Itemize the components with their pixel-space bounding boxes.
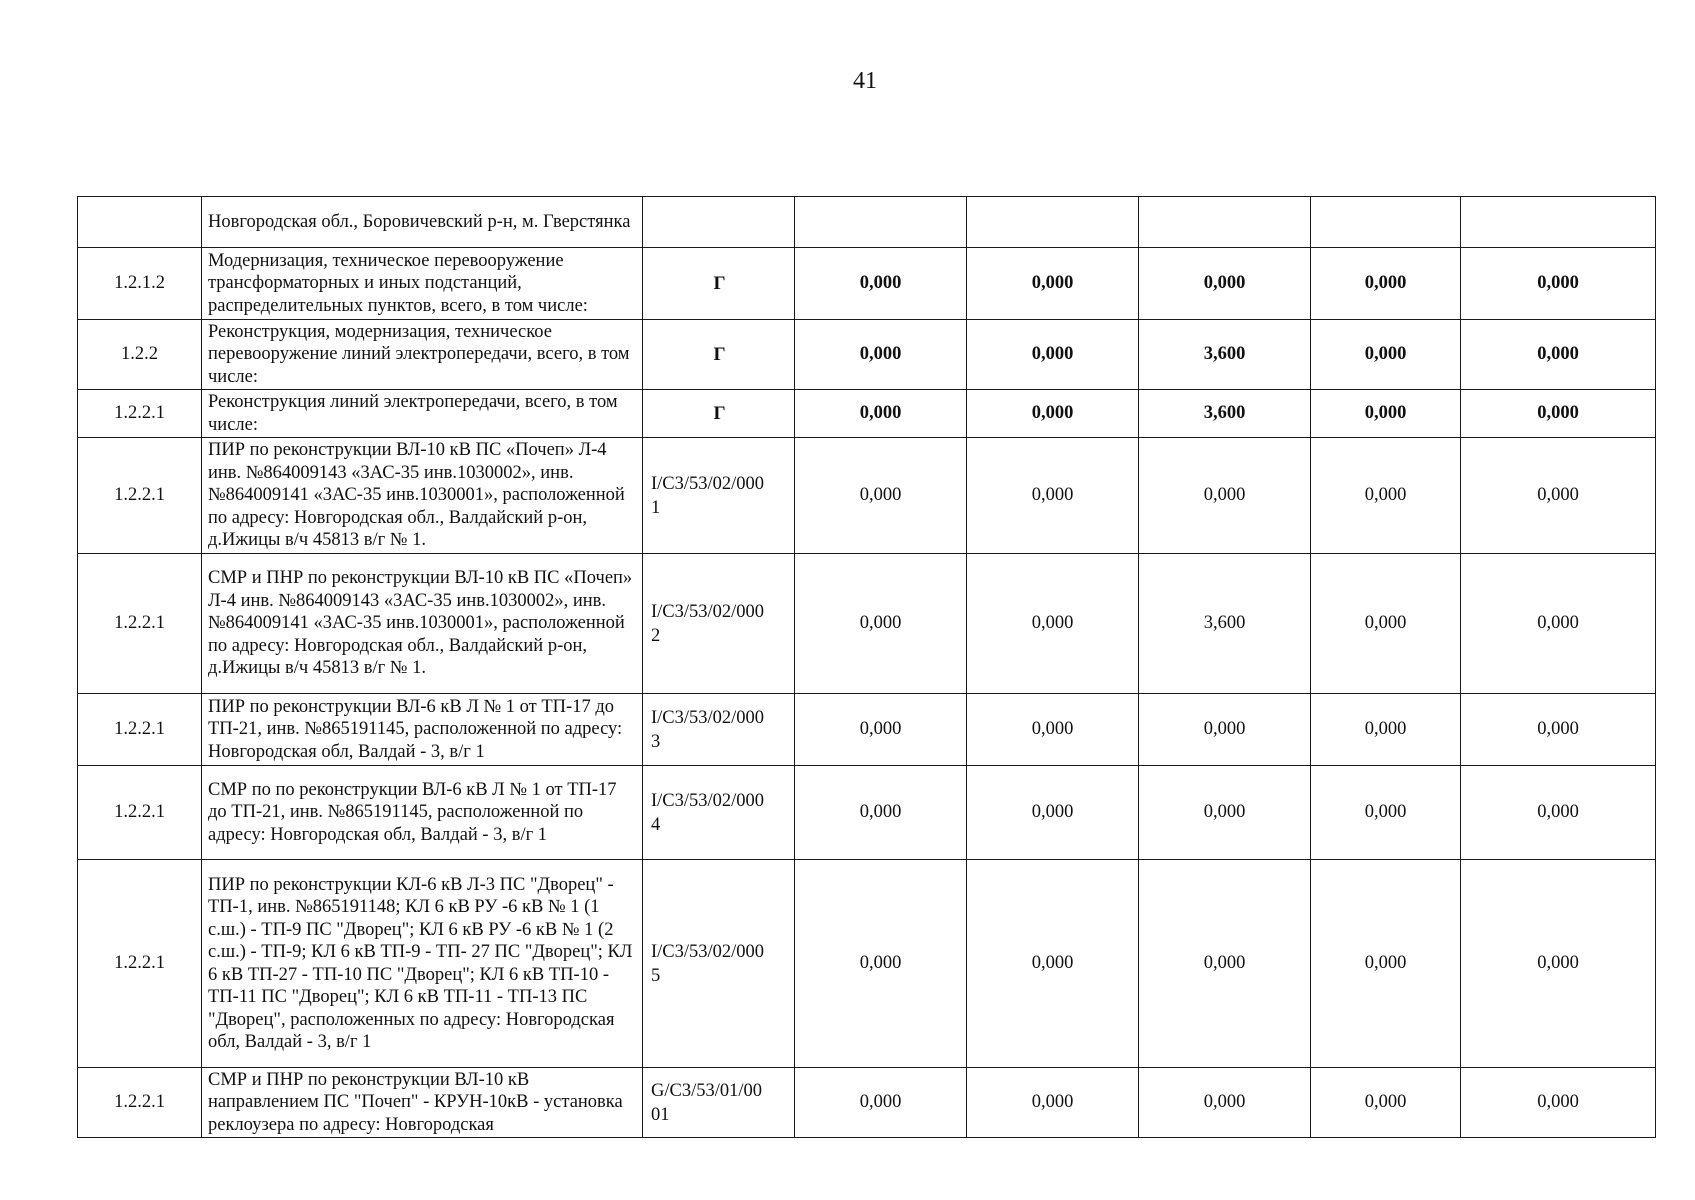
row-value-3: 3,600 bbox=[1139, 390, 1311, 438]
row-value-5: 0,000 bbox=[1461, 766, 1656, 860]
row-description: ПИР по реконструкции ВЛ-6 кВ Л № 1 от ТП-17 до ТП-21, инв. №865191145, расположенной по адресу: Новгородская обл, Валдай - 3, в/г 1 bbox=[202, 694, 643, 766]
row-value-1: 0,000 bbox=[795, 320, 967, 390]
row-number: 1.2.2.1 bbox=[78, 860, 202, 1068]
row-value-1: 0,000 bbox=[795, 1068, 967, 1138]
table-row bbox=[78, 390, 1656, 438]
row-value-4: 0,000 bbox=[1311, 438, 1461, 554]
table-row bbox=[78, 694, 1656, 766]
table-row bbox=[78, 438, 1656, 554]
page-number: 41 bbox=[853, 68, 877, 94]
row-value-2: 0,000 bbox=[967, 766, 1139, 860]
row-value-5: 0,000 bbox=[1461, 248, 1656, 320]
row-code: I/C3/53/02/000 2 bbox=[643, 554, 795, 694]
row-value-2 bbox=[967, 197, 1139, 248]
row-value-1 bbox=[795, 197, 967, 248]
row-value-1: 0,000 bbox=[795, 554, 967, 694]
row-number: 1.2.2.1 bbox=[78, 390, 202, 438]
row-number: 1.2.1.2 bbox=[78, 248, 202, 320]
row-value-1: 0,000 bbox=[795, 390, 967, 438]
row-value-2: 0,000 bbox=[967, 390, 1139, 438]
row-code: Г bbox=[643, 320, 795, 390]
row-value-2: 0,000 bbox=[967, 438, 1139, 554]
row-value-4: 0,000 bbox=[1311, 766, 1461, 860]
row-value-5 bbox=[1461, 197, 1656, 248]
table-row bbox=[78, 197, 1656, 248]
row-value-5: 0,000 bbox=[1461, 438, 1656, 554]
row-value-4: 0,000 bbox=[1311, 248, 1461, 320]
row-code: I/C3/53/02/000 4 bbox=[643, 766, 795, 860]
row-code bbox=[643, 197, 795, 248]
row-code: I/C3/53/02/000 1 bbox=[643, 438, 795, 554]
table-row bbox=[78, 248, 1656, 320]
row-number: 1.2.2.1 bbox=[78, 438, 202, 554]
row-value-3: 0,000 bbox=[1139, 438, 1311, 554]
row-value-1: 0,000 bbox=[795, 438, 967, 554]
row-value-3: 0,000 bbox=[1139, 694, 1311, 766]
row-value-5: 0,000 bbox=[1461, 554, 1656, 694]
row-code: I/C3/53/02/000 5 bbox=[643, 860, 795, 1068]
row-value-5: 0,000 bbox=[1461, 390, 1656, 438]
row-description: СМР и ПНР по реконструкции ВЛ-10 кВ направлением ПС "Почеп" - КРУН-10кВ - установка реклоузера по адресу: Новгородская bbox=[202, 1068, 643, 1138]
row-value-4: 0,000 bbox=[1311, 1068, 1461, 1138]
row-value-2: 0,000 bbox=[967, 1068, 1139, 1138]
row-value-4 bbox=[1311, 197, 1461, 248]
row-number: 1.2.2.1 bbox=[78, 694, 202, 766]
table-row bbox=[78, 766, 1656, 860]
row-value-4: 0,000 bbox=[1311, 860, 1461, 1068]
row-value-3: 0,000 bbox=[1139, 766, 1311, 860]
row-code: G/C3/53/01/00 01 bbox=[643, 1068, 795, 1138]
row-value-2: 0,000 bbox=[967, 694, 1139, 766]
row-value-4: 0,000 bbox=[1311, 320, 1461, 390]
row-description: СМР и ПНР по реконструкции ВЛ-10 кВ ПС «Почеп» Л-4 инв. №864009143 «3АС-35 инв.1030002», инв. №864009141 «3АС-35 инв.1030001», расположенной по адресу: Новгородская обл., Валдайский р-он, д.Ижицы в/ч 45813 в/г № 1. bbox=[202, 554, 643, 694]
row-value-5: 0,000 bbox=[1461, 694, 1656, 766]
row-value-3: 0,000 bbox=[1139, 860, 1311, 1068]
row-value-5: 0,000 bbox=[1461, 860, 1656, 1068]
table-row bbox=[78, 554, 1656, 694]
row-value-1: 0,000 bbox=[795, 860, 967, 1068]
row-code: Г bbox=[643, 248, 795, 320]
row-description: Реконструкция, модернизация, техническое перевооружение линий электропередачи, всего, в том числе: bbox=[202, 320, 643, 390]
row-value-1: 0,000 bbox=[795, 766, 967, 860]
row-value-3: 0,000 bbox=[1139, 248, 1311, 320]
row-description: ПИР по реконструкции КЛ-6 кВ Л-3 ПС "Дворец" - ТП-1, инв. №865191148; КЛ 6 кВ РУ -6 кВ № 1 (1 с.ш.) - ТП-9 ПС "Дворец"; КЛ 6 кВ РУ -6 кВ № 1 (2 с.ш.) - ТП-9; КЛ 6 кВ ТП-9 - ТП- 27 ПС "Дворец"; КЛ 6 кВ ТП-27 - ТП-10 ПС "Дворец"; КЛ 6 кВ ТП-10 - ТП-11 ПС "Дворец"; КЛ 6 кВ ТП-11 - ТП-13 ПС "Дворец", расположенных по адресу: Новгородская обл, Валдай - 3, в/г 1 bbox=[202, 860, 643, 1068]
investment-table bbox=[77, 196, 1656, 1138]
row-value-4: 0,000 bbox=[1311, 554, 1461, 694]
row-value-3: 3,600 bbox=[1139, 554, 1311, 694]
row-value-1: 0,000 bbox=[795, 248, 967, 320]
row-description: Реконструкция линий электропередачи, всего, в том числе: bbox=[202, 390, 643, 438]
row-number: 1.2.2.1 bbox=[78, 766, 202, 860]
row-value-5: 0,000 bbox=[1461, 320, 1656, 390]
row-number bbox=[78, 197, 202, 248]
table-row bbox=[78, 1068, 1656, 1138]
row-code: I/C3/53/02/000 3 bbox=[643, 694, 795, 766]
row-value-2: 0,000 bbox=[967, 554, 1139, 694]
row-number: 1.2.2.1 bbox=[78, 1068, 202, 1138]
row-value-5: 0,000 bbox=[1461, 1068, 1656, 1138]
row-number: 1.2.2 bbox=[78, 320, 202, 390]
row-description: ПИР по реконструкции ВЛ-10 кВ ПС «Почеп» Л-4 инв. №864009143 «3АС-35 инв.1030002», инв. №864009141 «3АС-35 инв.1030001», расположенной по адресу: Новгородская обл., Валдайский р-он, д.Ижицы в/ч 45813 в/г № 1. bbox=[202, 438, 643, 554]
row-value-2: 0,000 bbox=[967, 320, 1139, 390]
row-value-3: 3,600 bbox=[1139, 320, 1311, 390]
row-code: Г bbox=[643, 390, 795, 438]
row-value-2: 0,000 bbox=[967, 248, 1139, 320]
row-description: СМР по по реконструкции ВЛ-6 кВ Л № 1 от ТП-17 до ТП-21, инв. №865191145, расположенной по адресу: Новгородская обл, Валдай - 3, в/г 1 bbox=[202, 766, 643, 860]
row-value-3 bbox=[1139, 197, 1311, 248]
row-number: 1.2.2.1 bbox=[78, 554, 202, 694]
row-value-3: 0,000 bbox=[1139, 1068, 1311, 1138]
row-value-4: 0,000 bbox=[1311, 390, 1461, 438]
table-row bbox=[78, 320, 1656, 390]
row-value-2: 0,000 bbox=[967, 860, 1139, 1068]
row-description: Новгородская обл., Боровичевский р-н, м. Гверстянка bbox=[202, 197, 643, 248]
row-description: Модернизация, техническое перевооружение трансформаторных и иных подстанций, распределительных пунктов, всего, в том числе: bbox=[202, 248, 643, 320]
row-value-1: 0,000 bbox=[795, 694, 967, 766]
table-row bbox=[78, 860, 1656, 1068]
row-value-4: 0,000 bbox=[1311, 694, 1461, 766]
